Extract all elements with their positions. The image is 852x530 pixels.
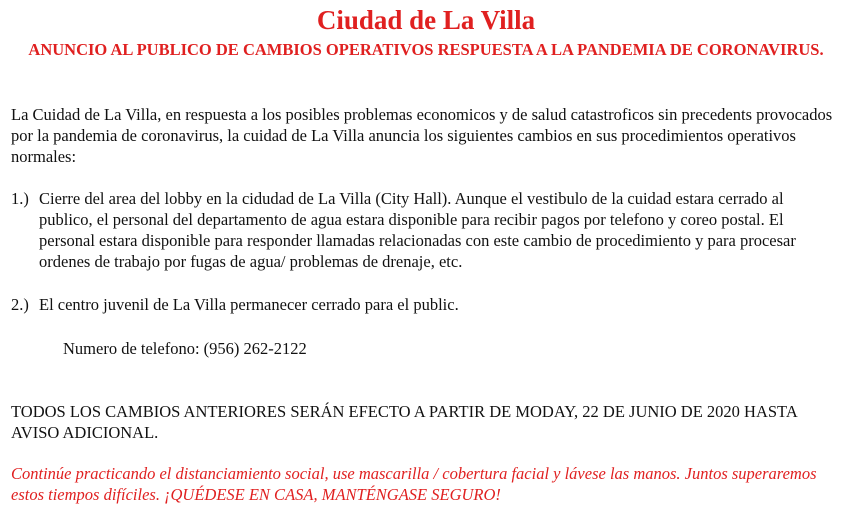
phone-number: Numero de telefono: (956) 262-2122 [63,339,307,358]
document-subtitle: ANUNCIO AL PUBLICO DE CAMBIOS OPERATIVOS RESPUESTA A LA PANDEMIA DE CORONAVIRUS. [28,40,824,59]
intro-paragraph: La Cuidad de La Villa, en respuesta a los posibles problemas economicos y de salud catastroficos sin precedents provocados por la pandemia de coronavirus, la cuidad de La Villa anuncia los siguientes cambios en sus procedimientos operativos normales: [11,105,833,166]
list-item-text: Cierre del area del lobby en la cidudad de La Villa (City Hall). Aunque el vestibulo de la cuidad estara cerrado al publico, el personal del departamento de agua estara disponible para recibir pagos por telefono y coreo postal. El personal estara disponible para responder llamadas relacionadas con este cambio de procedimiento y para procesar ordenes de trabajo por fugas de agua/ problemas de drenaje, etc. [39,189,796,271]
list-item-text: El centro juvenil de La Villa permanecer cerrado para el public. [39,295,459,314]
list-item [11,188,841,272]
list-item [11,294,841,315]
effective-notice: TODOS LOS CAMBIOS ANTERIORES SERÁN EFECTO A PARTIR DE MODAY, 22 DE JUNIO DE 2020 HASTA AVISO ADICIONAL. [11,402,797,442]
list-item-number: 1.) [11,189,29,208]
closing-message: Continúe practicando el distanciamiento social, use mascarilla / cobertura facial y lávese las manos. Juntos superaremos estos tiempos difíciles. ¡QUÉDESE EN CASA, MANTÉNGASE SEGURO! [11,464,817,504]
list-item-number: 2.) [11,295,29,314]
document-title: Ciudad de La Villa [316,5,536,35]
